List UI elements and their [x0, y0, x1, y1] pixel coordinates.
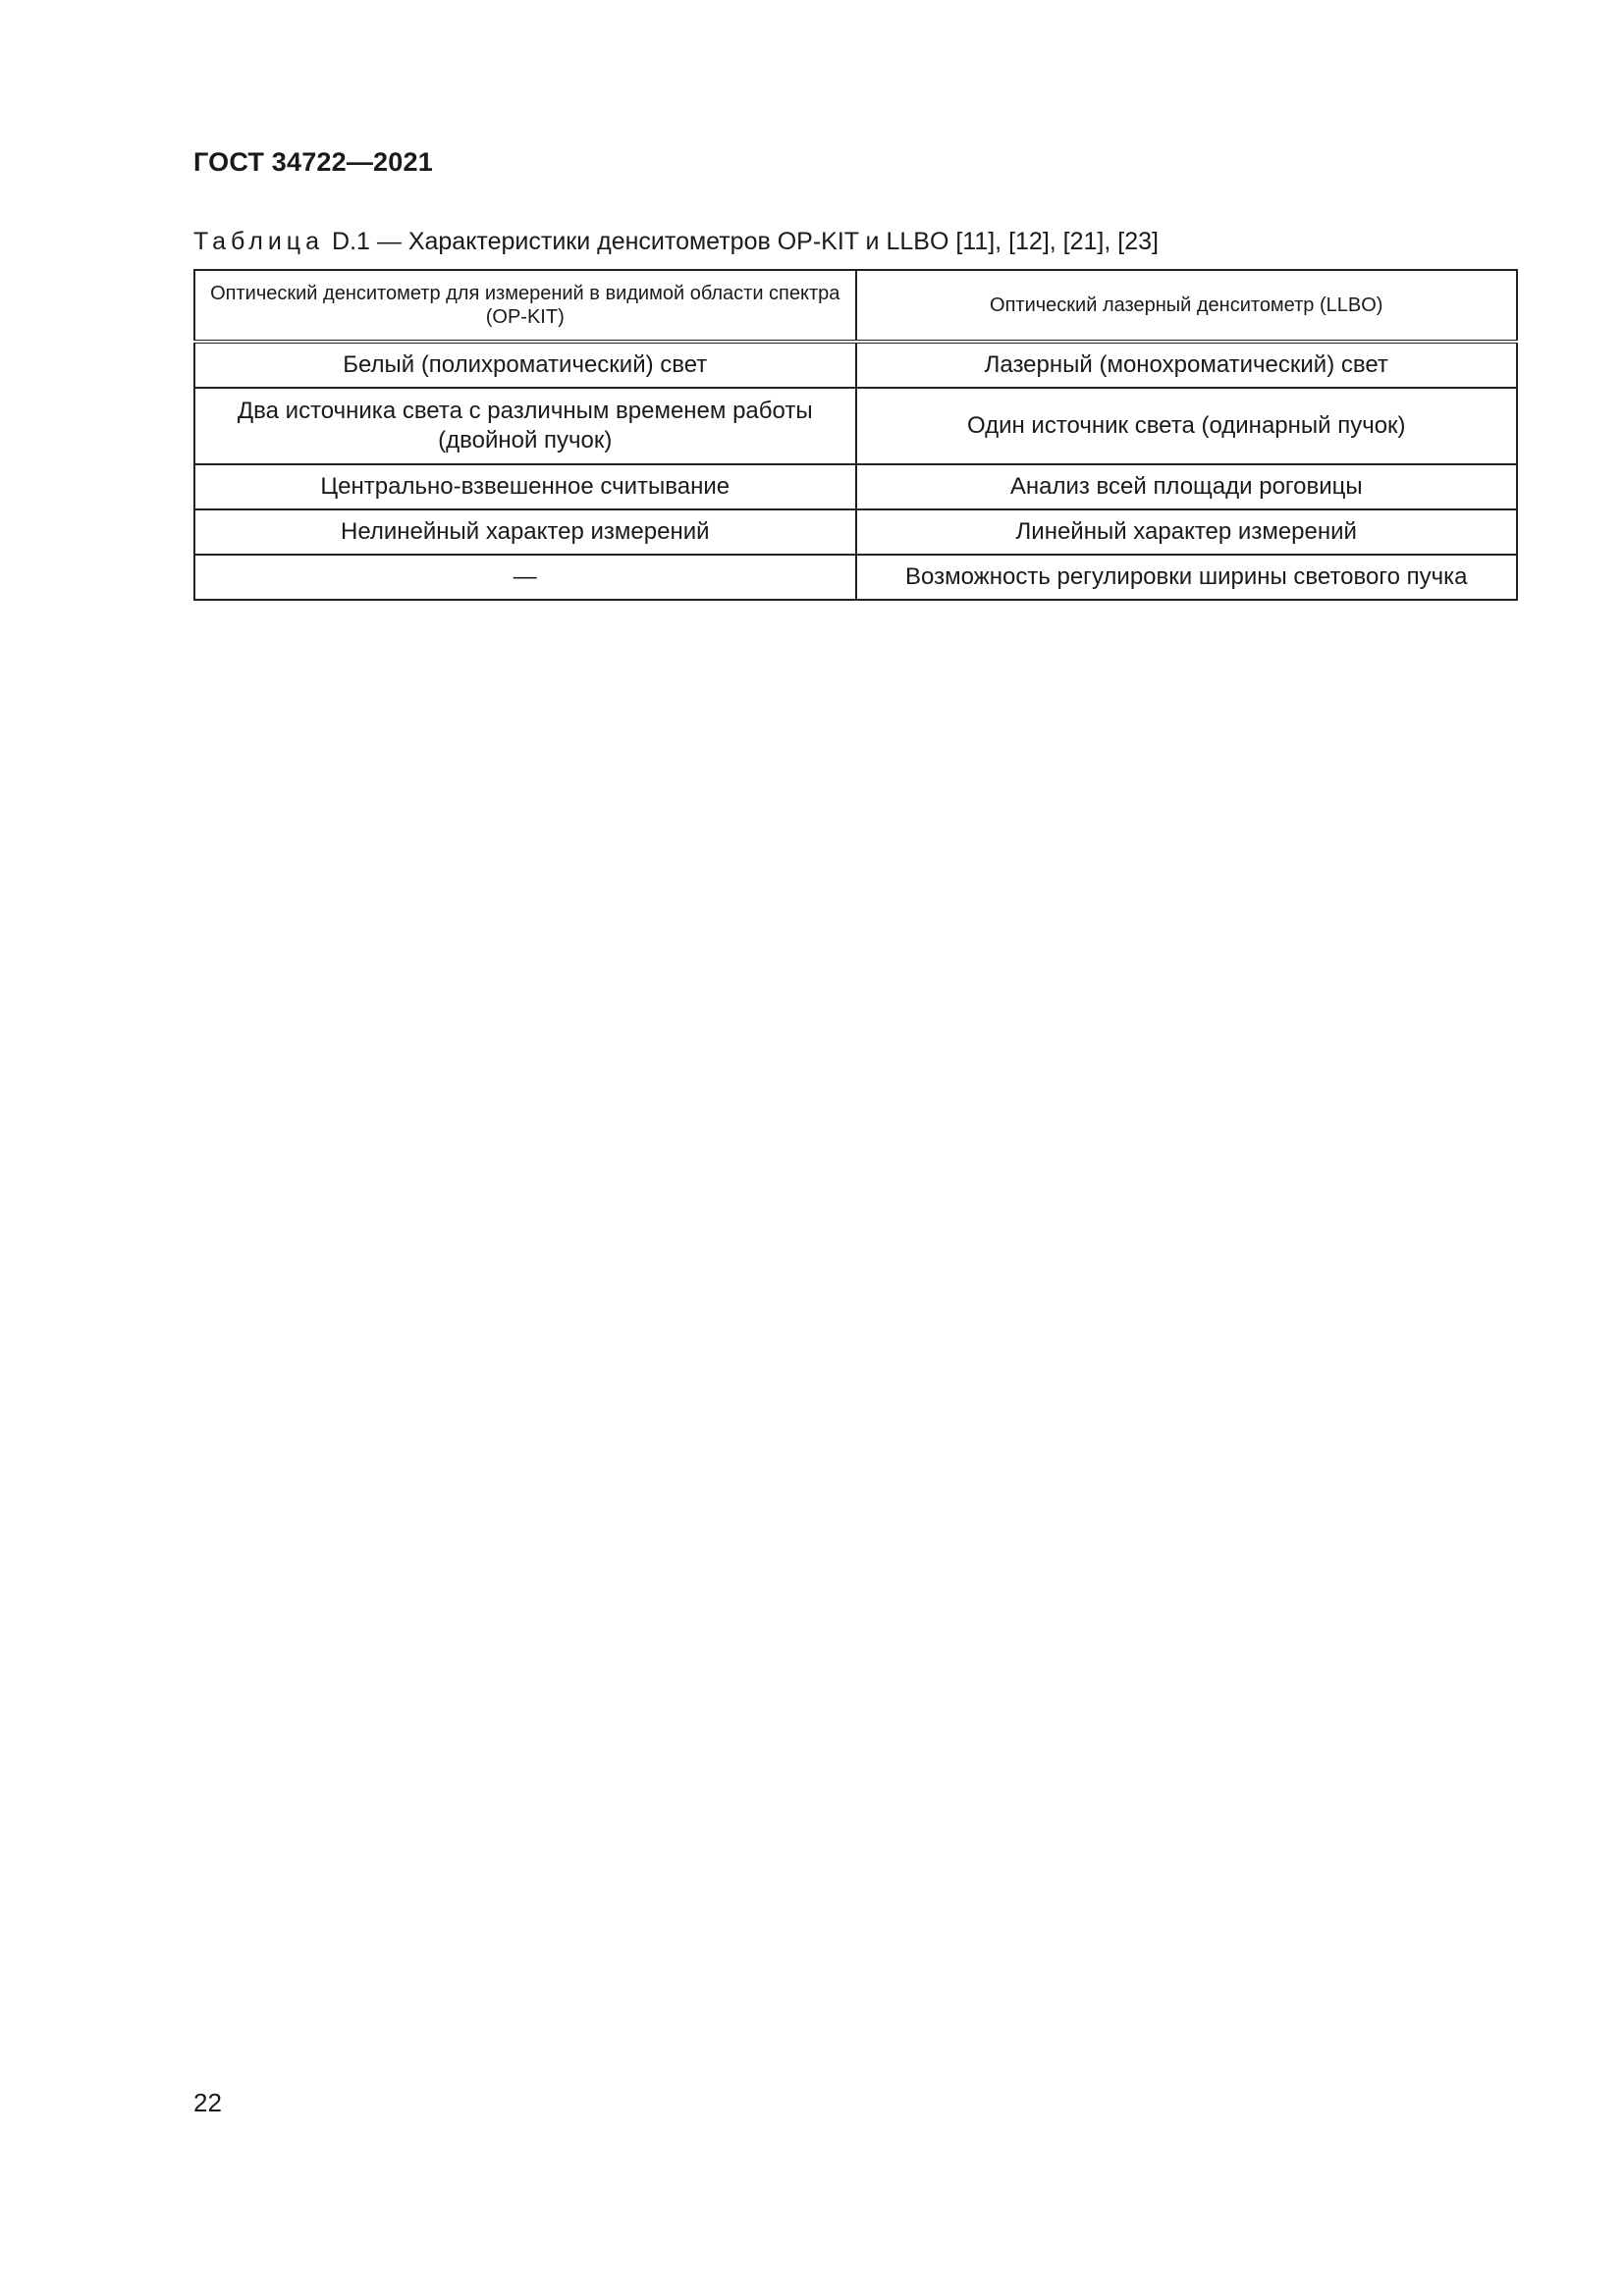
page-number: 22: [193, 2088, 222, 2117]
table-cell: Два источника света с различным временем работы (двойной пучок): [194, 388, 856, 464]
table-row: [194, 464, 1517, 509]
table-row: [194, 342, 1517, 388]
document-standard-title: ГОСТ 34722—2021: [193, 147, 433, 177]
header-op-kit: Оптический денситометр для измерений в видимой области спектра (OP-KIT): [194, 270, 856, 342]
densitometer-comparison-table: [193, 269, 1518, 601]
table-cell: Один источник света (одинарный пучок): [856, 388, 1518, 464]
table-cell: Возможность регулировки ширины светового пучка: [856, 555, 1518, 600]
table-cell: Лазерный (монохроматический) свет: [856, 342, 1518, 388]
table-row: [194, 388, 1517, 464]
table-caption-label: Таблица: [193, 228, 325, 255]
table-cell: Анализ всей площади роговицы: [856, 464, 1518, 509]
table-cell: —: [194, 555, 856, 600]
table-caption-text: D.1 — Характеристики денситометров OP-KIT и LLBO [11], [12], [21], [23]: [332, 228, 1159, 255]
header-llbo: Оптический лазерный денситометр (LLBO): [856, 270, 1518, 342]
table-cell: Нелинейный характер измерений: [194, 509, 856, 555]
table-caption: [193, 228, 1159, 256]
table-cell: Линейный характер измерений: [856, 509, 1518, 555]
table-row: [194, 509, 1517, 555]
table-cell: Центрально-взвешенное считывание: [194, 464, 856, 509]
table-cell: Белый (полихроматический) свет: [194, 342, 856, 388]
table-row: [194, 555, 1517, 600]
table-header-row: [194, 270, 1517, 342]
